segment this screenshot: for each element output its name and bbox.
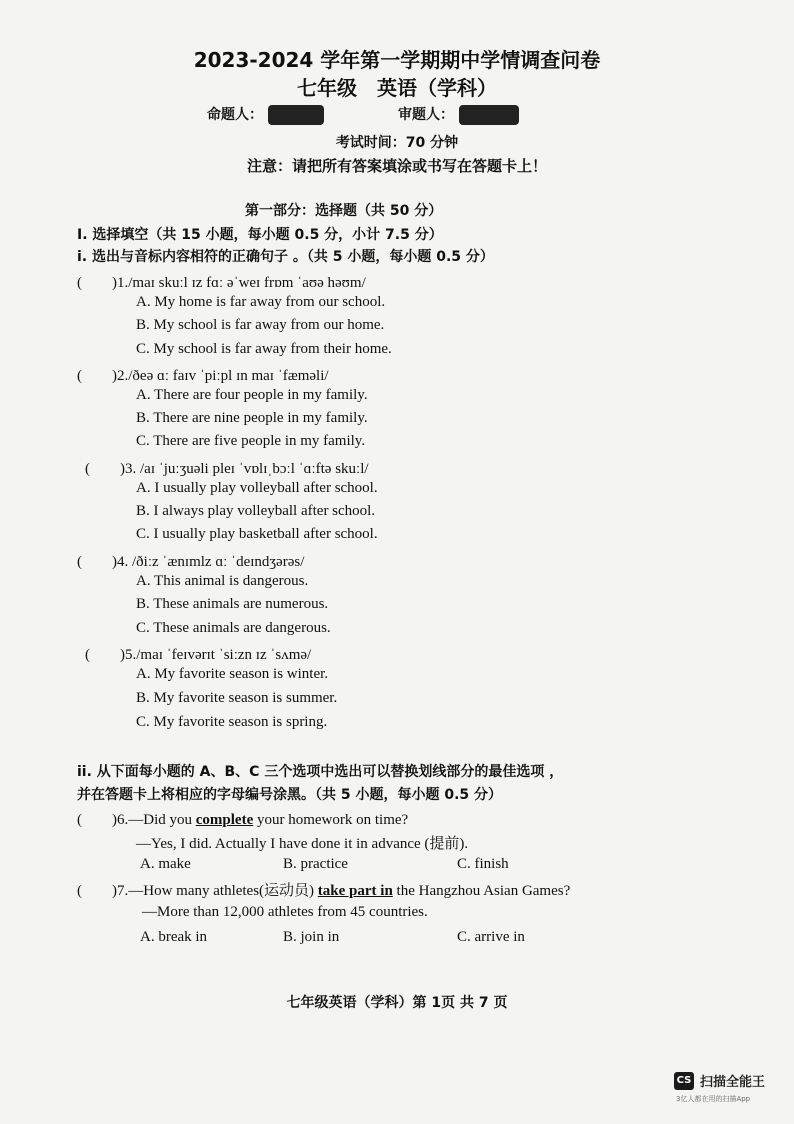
answer-paren: ( ) xyxy=(85,461,125,477)
reviewer-label: 审题人： xyxy=(398,107,454,123)
question-4 xyxy=(77,550,304,571)
q1-option-b: B. My school is far away from our home. xyxy=(136,317,385,333)
question-1 xyxy=(77,271,366,292)
question-stem-post: your homework on time? xyxy=(253,812,409,828)
reviewer-line xyxy=(398,104,519,125)
author-line xyxy=(207,104,324,125)
part1-heading: 第一部分：选择题（共 50 分） xyxy=(245,203,443,219)
q6-option-c: C. finish xyxy=(457,856,509,872)
question-stem-post: the Hangzhou Asian Games? xyxy=(392,883,571,899)
question-stem: 3. /aɪ ˈjuːʒuəli pleɪ ˈvɒlɪˌbɔːl ˈɑːftə skuːl/ xyxy=(125,461,369,477)
underlined-phrase: take part in xyxy=(317,883,393,899)
question-6 xyxy=(77,808,408,829)
sub-ii-heading-line2: 并在答题卡上将相应的字母编号涂黑。（共 5 小题，每小题 0.5 分） xyxy=(77,787,503,803)
q1-option-c: C. My school is far away from their home. xyxy=(136,341,392,357)
underlined-phrase: complete xyxy=(195,812,254,828)
q5-option-a: A. My favorite season is winter. xyxy=(136,666,329,682)
q6-option-b: B. practice xyxy=(283,856,348,872)
q2-option-b: B. There are nine people in my family. xyxy=(136,410,368,426)
q3-option-b: B. I always play volleyball after school. xyxy=(136,503,376,519)
q7-option-a: A. break in xyxy=(140,929,208,945)
q7-option-c: C. arrive in xyxy=(457,929,525,945)
page-footer: 七年级英语（学科）第 1页 共 7 页 xyxy=(286,995,508,1011)
question-stem: 4. /ðiːz ˈænɪmlz ɑː ˈdeɪndʒərəs/ xyxy=(117,554,305,570)
exam-title: 2023-2024 学年第一学期期中学情调查问卷 xyxy=(193,48,601,72)
section-I-heading: I. 选择填空（共 15 小题，每小题 0.5 分，小计 7.5 分） xyxy=(77,227,443,243)
q7-reply: —More than 12,000 athletes from 45 countries. xyxy=(142,904,428,920)
exam-time: 考试时间：70 分钟 xyxy=(335,135,459,151)
scanner-badge xyxy=(674,1071,765,1090)
q7-option-b: B. join in xyxy=(283,929,340,945)
exam-subtitle: 七年级 英语（学科） xyxy=(297,76,497,100)
question-stem: 2./ðeə ɑː faɪv ˈpiːpl ɪn maɪ ˈfæməli/ xyxy=(117,368,329,384)
question-number: 7. xyxy=(117,883,129,899)
sub-i-heading: i. 选出与音标内容相符的正确句子 。（共 5 小题，每小题 0.5 分） xyxy=(77,249,494,265)
exam-notice: 注意：请把所有答案填涂或书写在答题卡上！ xyxy=(246,157,547,175)
question-5 xyxy=(85,643,311,664)
scanner-tagline: 3亿人都在用的扫描App xyxy=(676,1095,751,1103)
reviewer-redaction xyxy=(459,105,519,125)
scanner-app-name: 扫描全能王 xyxy=(700,1075,766,1090)
question-stem-pre: —How many athletes(运动员) xyxy=(128,883,318,899)
q3-option-c: C. I usually play basketball after school. xyxy=(136,526,378,542)
answer-paren: ( ) xyxy=(77,812,117,828)
q2-option-c: C. There are five people in my family. xyxy=(136,433,366,449)
camscanner-icon: CS xyxy=(674,1072,694,1090)
question-7 xyxy=(77,879,570,900)
q5-option-c: C. My favorite season is spring. xyxy=(136,714,328,730)
sub-ii-heading-line1: ii. 从下面每小题的 A、B、C 三个选项中选出可以替换划线部分的最佳选项 ， xyxy=(77,764,564,780)
answer-paren: ( ) xyxy=(77,554,117,570)
question-stem: 1./maɪ skuːl ɪz fɑː əˈweɪ frɒm ˈaʊə həʊm/ xyxy=(117,275,366,291)
answer-paren: ( ) xyxy=(77,275,117,291)
q3-option-a: A. I usually play volleyball after school. xyxy=(136,480,378,496)
author-label: 命题人： xyxy=(207,107,263,123)
question-stem-pre: —Did you xyxy=(128,812,196,828)
q4-option-c: C. These animals are dangerous. xyxy=(136,620,331,636)
answer-paren: ( ) xyxy=(77,368,117,384)
q4-option-a: A. This animal is dangerous. xyxy=(136,573,309,589)
q2-option-a: A. There are four people in my family. xyxy=(136,387,368,403)
q4-option-b: B. These animals are numerous. xyxy=(136,596,329,612)
question-2 xyxy=(77,364,329,385)
author-redaction xyxy=(268,105,324,125)
question-3 xyxy=(85,457,369,478)
answer-paren: ( ) xyxy=(77,883,117,899)
question-number: 6. xyxy=(117,812,129,828)
question-stem: 5./maɪ ˈfeɪvərɪt ˈsiːzn ɪz ˈsʌmə/ xyxy=(125,647,312,663)
q6-option-a: A. make xyxy=(140,856,191,872)
q5-option-b: B. My favorite season is summer. xyxy=(136,690,338,706)
q6-reply: —Yes, I did. Actually I have done it in advance (提前). xyxy=(136,836,469,852)
q1-option-a: A. My home is far away from our school. xyxy=(136,294,386,310)
answer-paren: ( ) xyxy=(85,647,125,663)
